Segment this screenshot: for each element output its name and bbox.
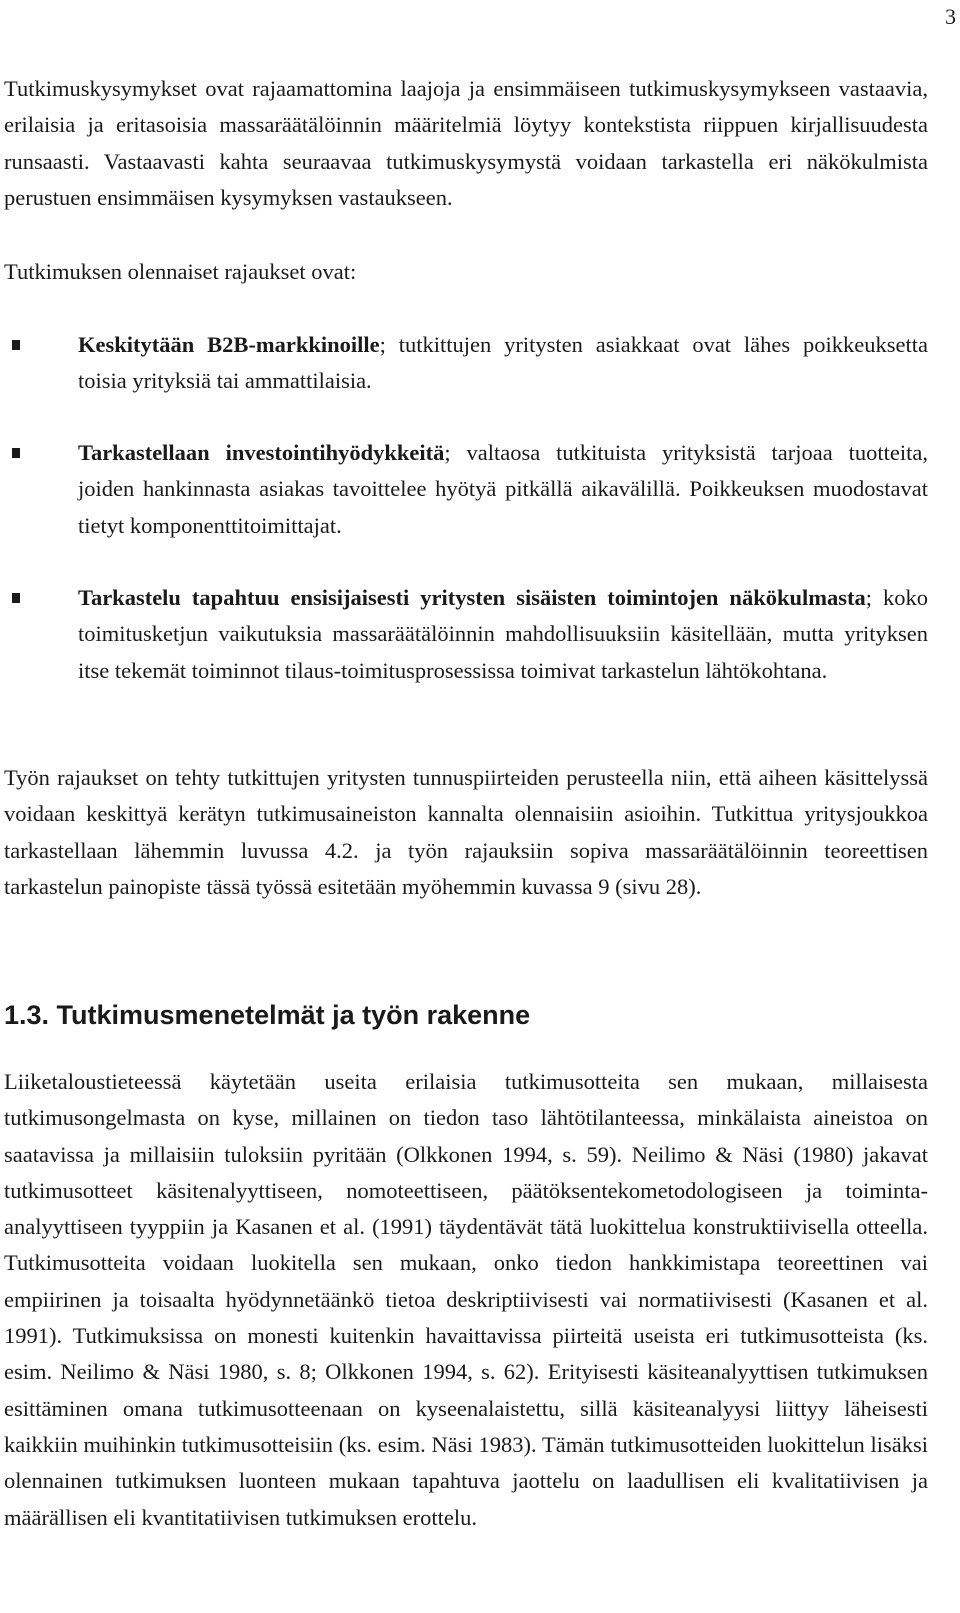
bullet-item-b2b (4, 327, 928, 400)
square-bullet-icon (12, 448, 20, 458)
bullet-rest-text: ; valtaosa tutkituista yrityksistä tarjoaa tuotteita, joiden hankinnasta asiakas tavoittelee hyötyä pitkällä aikavälillä. Poikkeuksen muodostavat tietyt komponenttitoimittajat. (78, 440, 928, 538)
bullet-text (78, 327, 928, 400)
square-bullet-icon (12, 593, 20, 603)
limits-lead-paragraph: Tutkimuksen olennaiset rajaukset ovat: (4, 259, 357, 284)
bullet-rest-text: ; tutkittujen yritysten asiakkaat ovat lähes poikkeuksetta toisia yrityksiä tai ammattilaisia. (78, 332, 928, 394)
bullet-text (78, 580, 928, 689)
methods-paragraph: Liiketaloustieteessä käytetään useita erilaisia tutkimusotteita sen mukaan, millaisesta tutkimusongelmasta on kyse, millainen on tiedon taso lähtötilanteessa, minkälaista aineistoa on saatavissa ja millaisiin tuloksiin pyritään (Olkkonen 1994, s. 59). Neilimo & Näsi (1980) jakavat tutkimusotteet käsitenalyyttiseen, nomoteettiseen, päätöksentekometodologiseen ja toiminta-analyyttiseen tyyppiin ja Kasanen et al. (1991) täydentävät tätä luokittelua konstruktiivisella otteella. Tutkimusotteita voidaan luokitella sen mukaan, onko tiedon hankkimistapa teoreettinen vai empiirinen ja toisaalta hyödynnetäänkö tietoa deskriptiivisesti vai normatiivisesti (Kasanen et al. 1991). Tutkimuksissa on monesti kuitenkin havaittavissa piirteitä useista eri tutkimusotteista (ks. esim. Neilimo & Näsi 1980, s. 8; Olkkonen 1994, s. 62). Erityisesti käsiteanalyyttisen tutkimuksen esittäminen omana tutkimusotteenaan on kyseenalaistettu, sillä käsiteanalyysi liittyy läheisesti kaikkiin muihinkin tutkimusotteisiin (ks. esim. Näsi 1983). Tämän tutkimusotteiden luokittelun lisäksi olennainen tutkimuksen luonteen mukaan tapahtuva jaottelu on laadullisen eli kvalitatiivisen ja määrällisen eli kvantitatiivisen tutkimuksen erottelu. (4, 1069, 928, 1530)
bullet-text (78, 435, 928, 544)
scope-paragraph: Työn rajaukset on tehty tutkittujen yritysten tunnuspiirteiden perusteella niin, että aiheen käsittelyssä voidaan keskittyä kerätyn tutkimusaineiston kannalta olennaisiin asioihin. Tutkittua yritysjoukkoa tarkastellaan lähemmin luvussa 4.2. ja työn rajauksiin sopiva massaräätälöinnin teoreettisen tarkastelun painopiste tässä työssä esitetään myöhemmin kuvassa 9 (sivu 28). (4, 765, 928, 899)
bullet-bold-phrase: Keskitytään B2B-markkinoille (78, 332, 380, 357)
intro-paragraph: Tutkimuskysymykset ovat rajaamattomina laajoja ja ensimmäiseen tutkimuskysymykseen vastaavia, erilaisia ja eritasoisia massaräätälöinnin määritelmiä löytyy kontekstista riippuen kirjallisuudesta runsaasti. Vastaavasti kahta seuraavaa tutkimuskysymystä voidaan tarkastella eri näkökulmista perustuen ensimmäisen kysymyksen vastaukseen. (4, 76, 928, 210)
bullet-item-investment-goods (4, 435, 928, 544)
bullet-item-internal-perspective (4, 580, 928, 689)
section-heading: 1.3. Tutkimusmenetelmät ja työn rakenne (4, 1000, 531, 1030)
bullet-bold-phrase: Tarkastellaan investointihyödykkeitä (78, 440, 445, 465)
bullet-rest-text: ; koko toimitusketjun vaikutuksia massaräätälöinnin mahdollisuuksiin käsitellään, mutta yrityksen itse tekemät toiminnot tilaus-toimitusprosessissa toimivat tarkastelun lähtökohtana. (78, 585, 928, 683)
bullet-bold-phrase: Tarkastelu tapahtuu ensisijaisesti yritysten sisäisten toimintojen näkökulmasta (78, 585, 866, 610)
page-number: 3 (945, 4, 956, 29)
square-bullet-icon (12, 340, 20, 350)
